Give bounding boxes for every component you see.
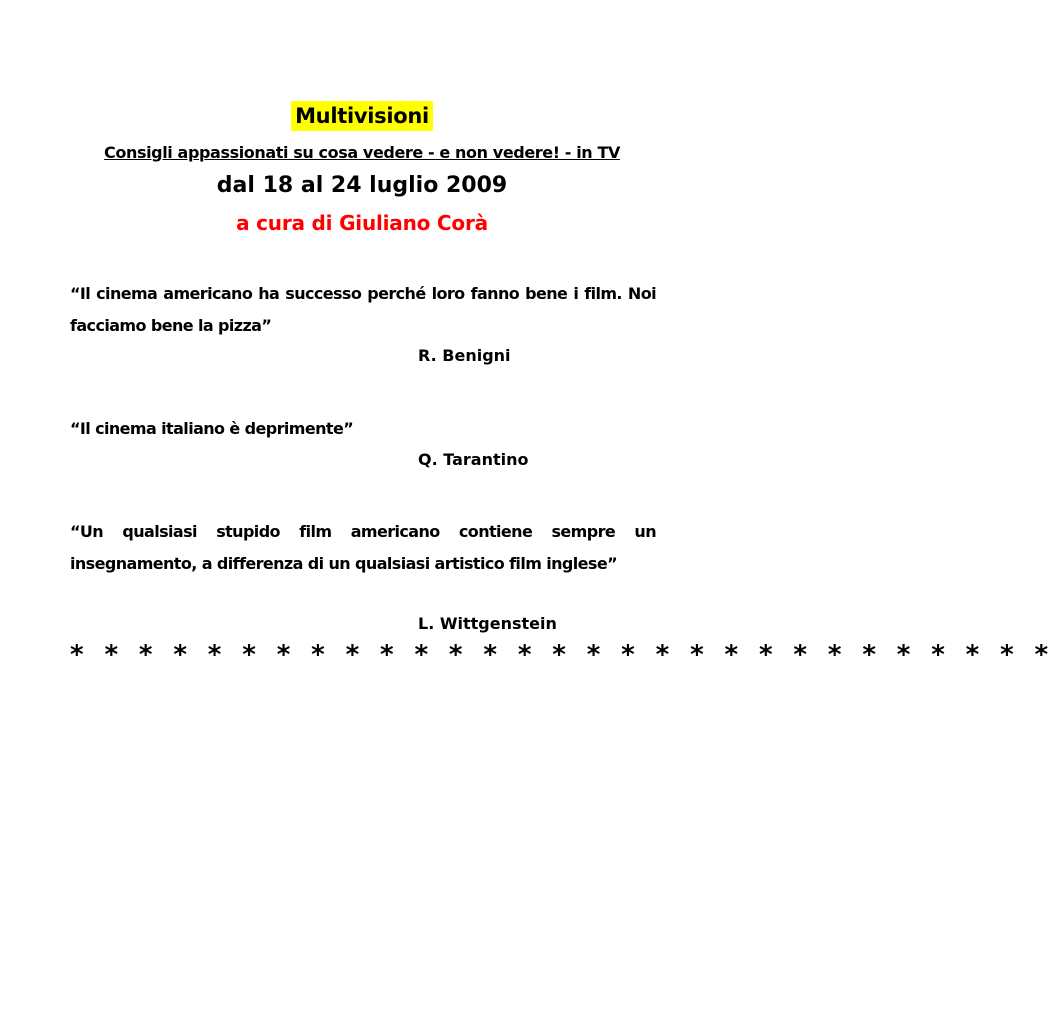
date-range: dal 18 al 24 luglio 2009 <box>216 173 508 198</box>
quote-wittgenstein: “Un qualsiasi stupido film americano contiene sempre un insegnamento, a differenza di un qualsiasi artistico film inglese” <box>70 522 656 573</box>
subtitle-block <box>0 141 724 165</box>
page-subtitle: Consigli appassionati su cosa vedere - e non vedere! - in TV <box>104 143 620 162</box>
quote-author-benigni: R. Benigni <box>418 346 511 365</box>
title-block <box>0 101 724 131</box>
quote-author-tarantino: Q. Tarantino <box>418 450 529 469</box>
curator-line: a cura di Giuliano Corà <box>236 211 488 235</box>
separator-stars: * * * * * * * * * * * * * * * * * * * * * * * * * * * * * <box>70 640 1054 670</box>
quote-tarantino: “Il cinema italiano è deprimente” <box>70 419 354 438</box>
page-title: Multivisioni <box>291 101 433 131</box>
quote-benigni: “Il cinema americano ha successo perché loro fanno bene i film. Noi facciamo bene la pizza” <box>70 284 656 335</box>
quote-author-wittgenstein: L. Wittgenstein <box>418 614 557 633</box>
curator-block <box>0 208 724 238</box>
dates-block <box>0 171 724 201</box>
